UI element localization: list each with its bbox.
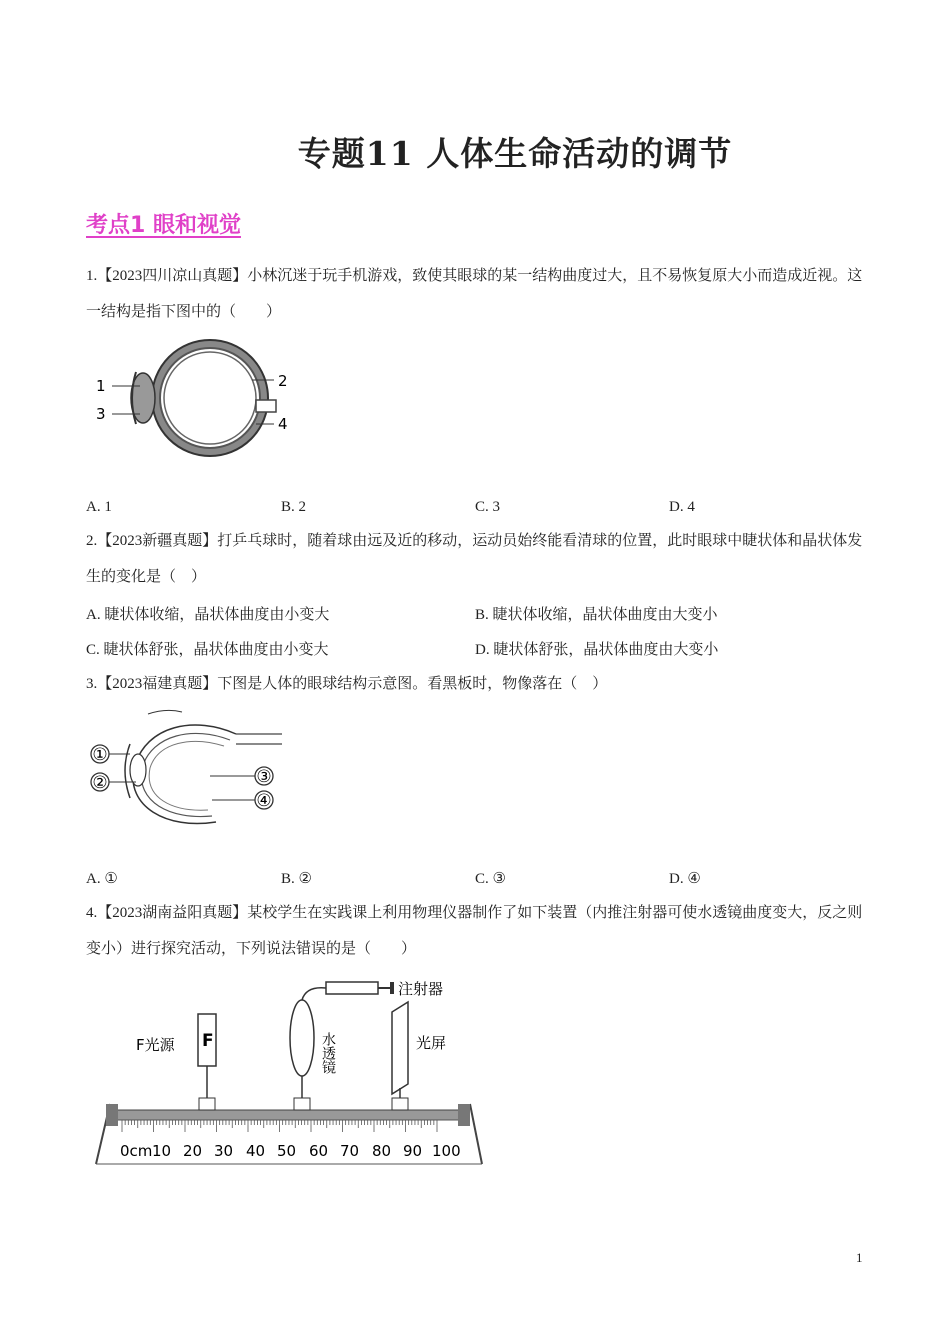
ruler-tick-10: 10 <box>152 1142 172 1160</box>
q3-option-a[interactable]: A. ① <box>86 871 118 887</box>
source-letter: F <box>202 1031 214 1051</box>
q3-option-c[interactable]: C. ③ <box>475 871 506 887</box>
eye-label-3: 3 <box>96 405 106 423</box>
eye-diagram-1 <box>90 332 300 462</box>
q2-option-c[interactable]: C. 睫状体舒张，晶状体曲度由小变大 <box>86 642 329 658</box>
ruler-tick-0: 0cm <box>120 1142 153 1160</box>
eye3-label-4: ④ <box>256 791 272 811</box>
optics-apparatus-figure <box>86 976 486 1170</box>
q1-option-a[interactable]: A. 1 <box>86 499 112 515</box>
eye-label-4: 4 <box>278 415 288 433</box>
eye3-label-3: ③ <box>256 767 272 787</box>
screen-label: 光屏 <box>416 1034 447 1052</box>
syringe-label: 注射器 <box>398 980 444 998</box>
eye3-label-1: ① <box>92 745 108 765</box>
question-2-text: 2.【2023新疆真题】打乒乓球时，随着球由远及近的移动，运动员始终能看清球的位置，此时眼球中睫状体和晶状体发生的变化是（ ） <box>86 533 863 585</box>
q1-option-b[interactable]: B. 2 <box>281 499 307 515</box>
q1-option-d[interactable]: D. 4 <box>669 499 695 515</box>
q3-option-b[interactable]: B. ② <box>281 871 312 887</box>
eye-diagram-3 <box>86 706 286 834</box>
ruler-tick-50: 50 <box>277 1142 297 1160</box>
ruler-tick-60: 60 <box>309 1142 329 1160</box>
ruler-tick-80: 80 <box>372 1142 392 1160</box>
ruler-tick-20: 20 <box>183 1142 203 1160</box>
ruler-tick-70: 70 <box>340 1142 360 1160</box>
eye-label-1: 1 <box>96 377 106 395</box>
light-source-label: F光源 <box>136 1036 175 1054</box>
q1-option-c[interactable]: C. 3 <box>475 499 501 515</box>
ruler-tick-100: 100 <box>432 1142 461 1160</box>
eye3-label-2: ② <box>92 773 108 793</box>
q3-option-d[interactable]: D. ④ <box>669 871 701 887</box>
page-number: 1 <box>856 1250 863 1265</box>
q2-option-d[interactable]: D. 睫状体舒张，晶状体曲度由大变小 <box>475 642 719 658</box>
question-3-text: 3.【2023福建真题】下图是人体的眼球结构示意图。看黑板时，物像落在（ ） <box>86 676 608 692</box>
eye-label-2: 2 <box>278 372 288 390</box>
q2-option-b[interactable]: B. 睫状体收缩，晶状体曲度由大变小 <box>475 607 718 623</box>
lens-label: 水透镜 <box>320 1032 336 1074</box>
section-heading: 考点1 眼和视觉 <box>86 213 241 238</box>
ruler-tick-90: 90 <box>403 1142 423 1160</box>
ruler-tick-30: 30 <box>214 1142 234 1160</box>
page-title: 专题11 人体生命活动的调节 <box>297 134 733 173</box>
q2-option-a[interactable]: A. 睫状体收缩，晶状体曲度由小变大 <box>86 607 330 623</box>
question-1-text: 1.【2023四川凉山真题】小林沉迷于玩手机游戏，致使其眼球的某一结构曲度过大，且不易恢复原大小而造成近视。这一结构是指下图中的（ ） <box>86 268 863 320</box>
question-4-text: 4.【2023湖南益阳真题】某校学生在实践课上利用物理仪器制作了如下装置（内推注射器可使水透镜曲度变大，反之则变小）进行探究活动，下列说法错误的是（ ） <box>86 905 863 957</box>
ruler-tick-40: 40 <box>246 1142 266 1160</box>
